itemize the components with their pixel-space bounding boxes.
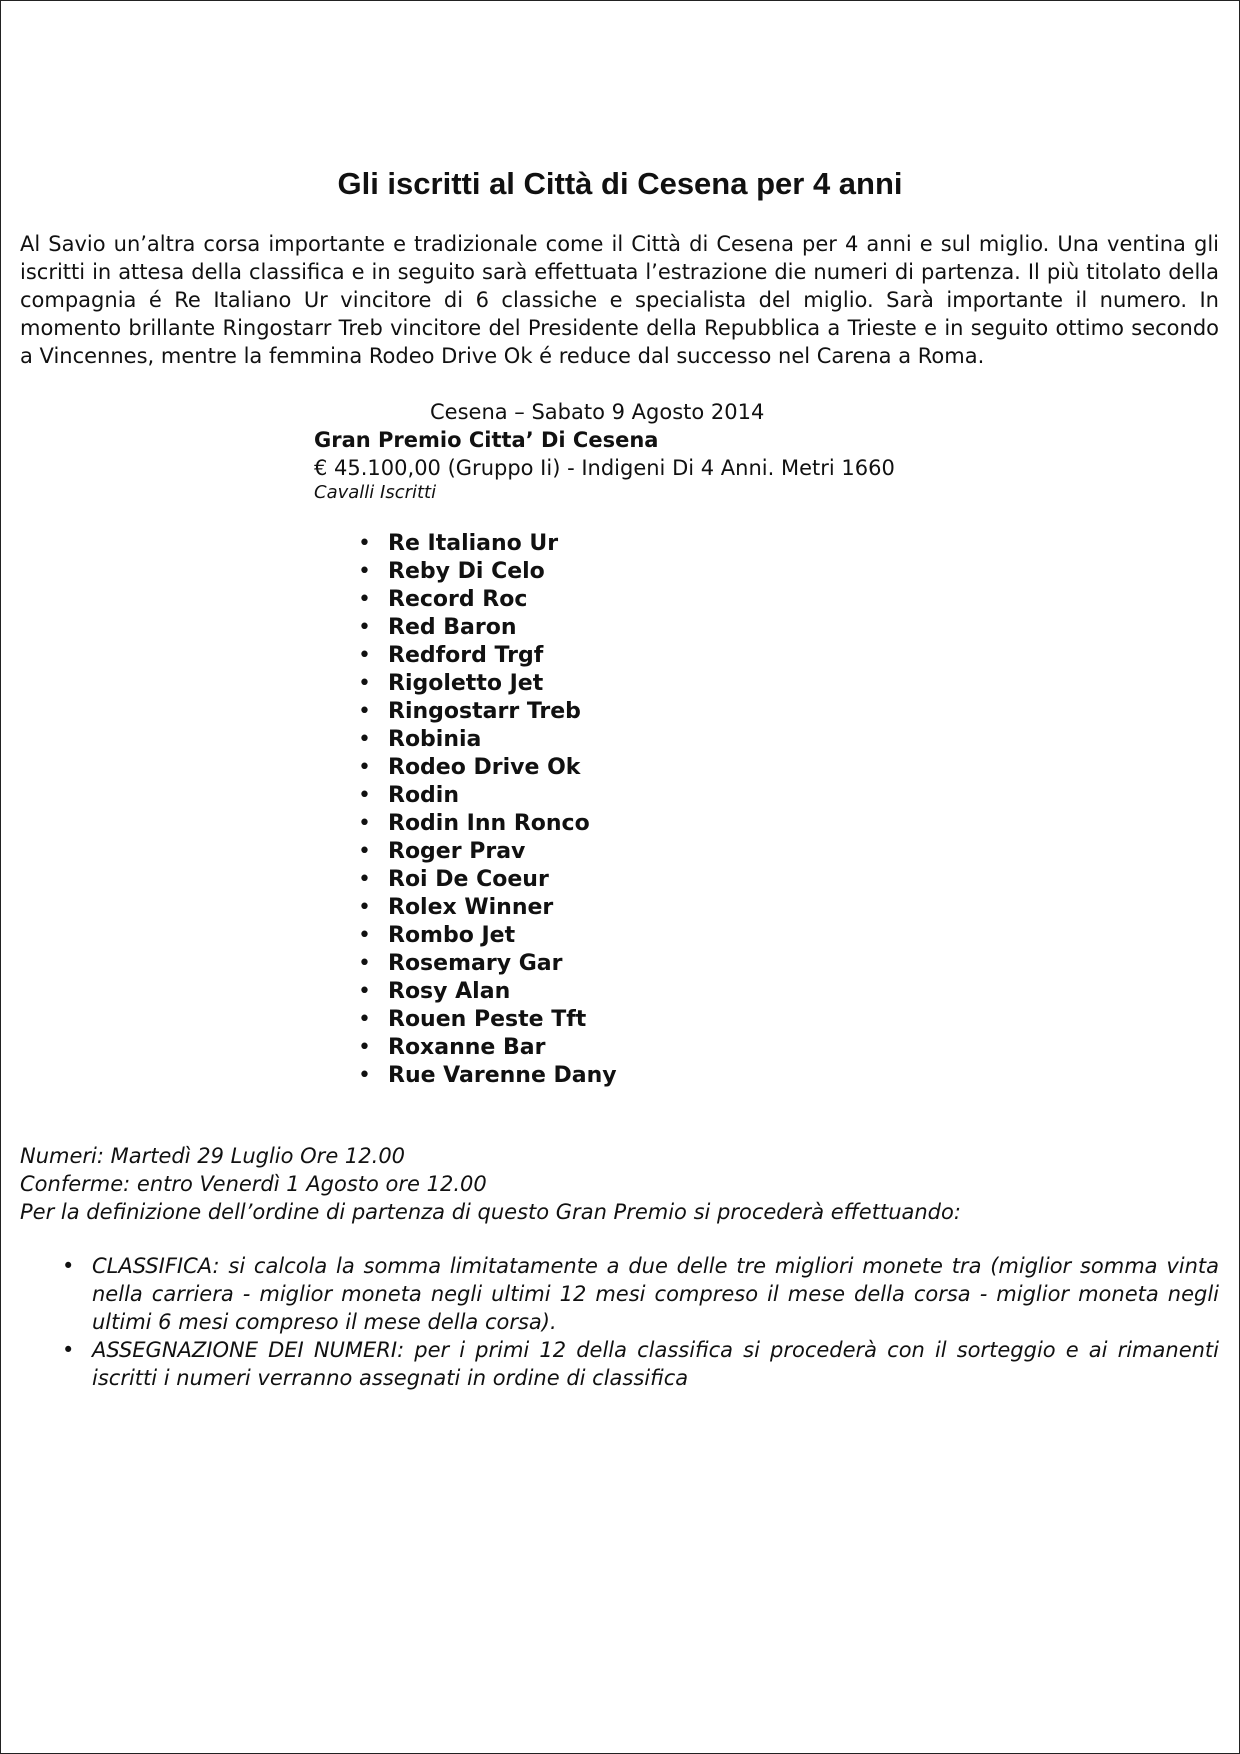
- horse-name: Roger Prav: [388, 839, 526, 864]
- horse-name: Rodin: [388, 783, 460, 808]
- horse-list-item: [358, 1006, 617, 1034]
- bullet-icon: •: [358, 1063, 371, 1088]
- bullet-icon: •: [358, 979, 371, 1004]
- horse-list-item: [358, 530, 617, 558]
- race-subtitle: Cavalli Iscritti: [314, 482, 437, 503]
- bullet-icon: •: [358, 559, 371, 584]
- conferme-note: Conferme: entro Venerdì 1 Agosto ore 12.00: [20, 1172, 487, 1196]
- horse-name: Rigoletto Jet: [388, 671, 544, 696]
- bullet-icon: •: [358, 755, 371, 780]
- rule-item-assegnazione: [62, 1336, 1219, 1392]
- horse-list-item: [358, 950, 617, 978]
- horse-list-item: [358, 810, 617, 838]
- rule-text: ASSEGNAZIONE DEI NUMERI: per i primi 12 della classifica si procederà con il sorteggio e ai rimanenti iscritti i numeri verranno assegnati in ordine di classifica: [92, 1338, 1219, 1390]
- numeri-note: Numeri: Martedì 29 Luglio Ore 12.00: [20, 1144, 406, 1168]
- bullet-icon: •: [358, 839, 371, 864]
- bullet-icon: •: [358, 923, 371, 948]
- bullet-icon: •: [358, 867, 371, 892]
- horse-name: Rodeo Drive Ok: [388, 755, 581, 780]
- horse-list-item: [358, 586, 617, 614]
- horse-name: Ringostarr Treb: [388, 699, 581, 724]
- horse-list-item: [358, 670, 617, 698]
- bullet-icon: •: [358, 615, 371, 640]
- race-info: [314, 398, 1014, 504]
- horse-name: Rue Varenne Dany: [388, 1063, 617, 1088]
- horse-name: Roi De Coeur: [388, 867, 549, 892]
- bullet-icon: •: [358, 531, 371, 556]
- horse-name: Robinia: [388, 727, 482, 752]
- intro-paragraph: Al Savio un’altra corsa importante e tradizionale come il Città di Cesena per 4 anni e sul miglio. Una ventina gli iscritti in attesa della classifica e in seguito sarà effettuata l’estrazione die numeri di partenza. Il più titolato della compagnia é Re Italiano Ur vincitore di 6 classiche e specialista del miglio. Sarà importante il numero. In momento brillante Ringostarr Treb vincitore del Presidente della Repubblica a Trieste e in seguito ottimo secondo a Vincennes, mentre la femmina Rodeo Drive Ok é reduce dal successo nel Carena a Roma.: [20, 232, 1219, 368]
- horse-list-item: [358, 558, 617, 586]
- bullet-icon: •: [358, 1035, 371, 1060]
- document-title: Gli iscritti al Città di Cesena per 4 anni: [337, 166, 903, 201]
- horse-name: Rosy Alan: [388, 979, 511, 1004]
- horse-name: Rouen Peste Tft: [388, 1007, 587, 1032]
- horse-list-item: [358, 698, 617, 726]
- horse-list-item: [358, 838, 617, 866]
- bullet-icon: •: [358, 699, 371, 724]
- rule-item-classifica: [62, 1252, 1219, 1336]
- horse-list-item: [358, 726, 617, 754]
- bullet-icon: •: [62, 1254, 75, 1278]
- horse-list-item: [358, 1062, 617, 1090]
- bullet-icon: •: [358, 895, 371, 920]
- horse-list-item: [358, 866, 617, 894]
- horse-name: Record Roc: [388, 587, 528, 612]
- bullet-icon: •: [358, 727, 371, 752]
- horse-name: Rosemary Gar: [388, 951, 563, 976]
- bullet-icon: •: [62, 1338, 75, 1362]
- bullet-icon: •: [358, 811, 371, 836]
- horse-name: Red Baron: [388, 615, 517, 640]
- rule-text: CLASSIFICA: si calcola la somma limitatamente a due delle tre migliori monete tra (miglior somma vinta nella carriera - miglior moneta negli ultimi 12 mesi compreso il mese della corsa - miglior moneta negli ultimi 6 mesi compreso il mese della corsa).: [92, 1254, 1219, 1334]
- bullet-icon: •: [358, 783, 371, 808]
- horse-name: Rodin Inn Ronco: [388, 811, 590, 836]
- horse-name: Roxanne Bar: [388, 1035, 546, 1060]
- horse-name: Reby Di Celo: [388, 559, 545, 584]
- horse-list-item: [358, 614, 617, 642]
- bullet-icon: •: [358, 671, 371, 696]
- horse-list-item: [358, 782, 617, 810]
- race-name: Gran Premio Citta’ Di Cesena: [314, 428, 659, 452]
- definizione-note: Per la definizione dell’ordine di partenza di questo Gran Premio si procederà effettuando:: [20, 1200, 961, 1224]
- horse-list-item: [358, 1034, 617, 1062]
- horse-list-item: [358, 978, 617, 1006]
- horse-list-item: [358, 754, 617, 782]
- rules-list: [62, 1252, 1219, 1392]
- horse-name: Redford Trgf: [388, 643, 544, 668]
- horse-list-item: [358, 922, 617, 950]
- horse-list: [358, 530, 617, 1090]
- bullet-icon: •: [358, 1007, 371, 1032]
- horse-name: Rolex Winner: [388, 895, 554, 920]
- bullet-icon: •: [358, 587, 371, 612]
- horse-name: Re Italiano Ur: [388, 531, 559, 556]
- bullet-icon: •: [358, 643, 371, 668]
- race-prize: € 45.100,00 (Gruppo Ii) - Indigeni Di 4 Anni. Metri 1660: [314, 456, 895, 480]
- horse-list-item: [358, 642, 617, 670]
- notes-section: [20, 1142, 1219, 1226]
- bullet-icon: •: [358, 951, 371, 976]
- horse-name: Rombo Jet: [388, 923, 516, 948]
- race-date: Cesena – Sabato 9 Agosto 2014: [430, 400, 765, 424]
- horse-list-item: [358, 894, 617, 922]
